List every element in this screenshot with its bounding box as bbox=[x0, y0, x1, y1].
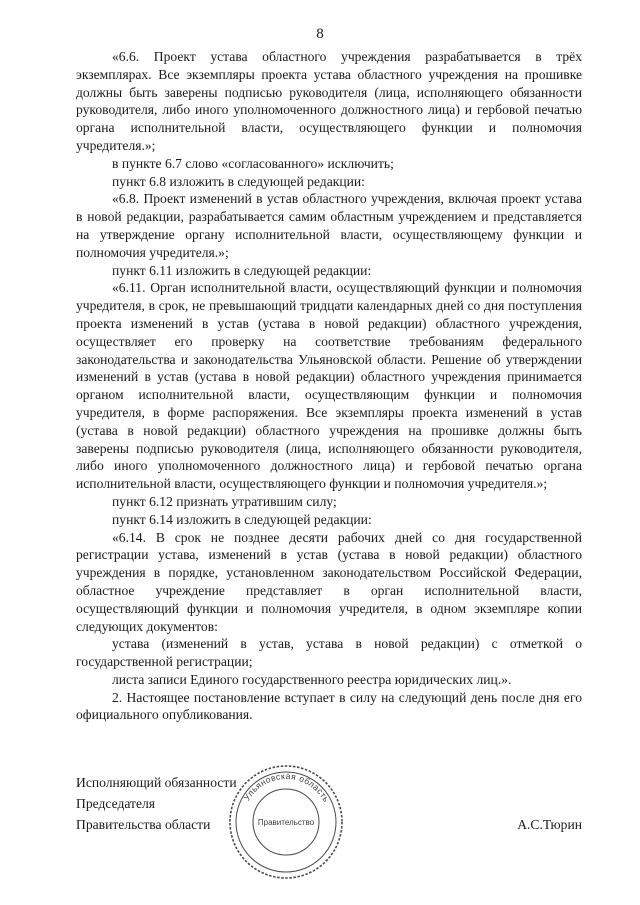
signer-title-line1: Исполняющий обязанности bbox=[76, 775, 237, 790]
paragraph-registry-sheet: листа записи Единого государственного реестра юридических лиц.». bbox=[112, 671, 512, 687]
paragraph-6-12: пункт 6.12 признать утратившим силу; bbox=[112, 493, 337, 509]
signer-title-line3: Правительства области bbox=[76, 817, 211, 832]
seal-arc-text: Ульяновская область bbox=[241, 770, 332, 804]
signature-block bbox=[76, 772, 582, 862]
paragraph-6-8-intro: пункт 6.8 изложить в следующей редакции: bbox=[112, 173, 365, 189]
seal-center-text: Правительство bbox=[257, 818, 315, 827]
paragraph-6-8: «6.8. Проект изменений в устав областного учреждения, включая проект устава в новой редакции, разрабатывается самим областным учреждением и представляется на утверждение органу исполнительной власти, осуществляющему функции и полномочия учредителя.»; bbox=[76, 191, 582, 260]
paragraph-6-14: «6.14. В срок не позднее десяти рабочих дней со дня государственной регистрации устава, изменений в устав (устава в новой редакции) областного учреждения в порядке, установленном законодательством Российской Федерации, областное учреждение представляет в орган исполнительной власти, осуществляющий функции и полномочия учредителя, в одном экземпляре копии следующих документов: bbox=[76, 529, 582, 634]
paragraph-6-7: в пункте 6.7 слово «согласованного» исключить; bbox=[112, 155, 394, 171]
paragraph-effective-date: 2. Настоящее постановление вступает в силу на следующий день после дня его официального опубликования. bbox=[76, 689, 582, 723]
page-number: 8 bbox=[316, 26, 324, 42]
paragraph-6-11-intro: пункт 6.11 изложить в следующей редакции: bbox=[112, 262, 372, 278]
paragraph-6-6: «6.6. Проект устава областного учреждения разрабатывается в трёх экземплярах. Все экземпляры проекта устава областного учреждения на прошивке должны быть заверены подписью руководителя (лица, исполняющего обязанности руководителя, либо иного уполномоченного должностного лица) и гербовой печатью органа исполнительной власти, осуществляющего функции и полномочия учредителя.»; bbox=[76, 49, 582, 153]
signer-name: А.С.Тюрин bbox=[517, 817, 582, 832]
paragraph-6-11: «6.11. Орган исполнительной власти, осуществляющий функции и полномочия учредителя, в срок, не превышающий тридцати календарных дней со дня поступления проекта изменений в устав (устава в новой редакции) областного учреждения, осуществляет его проверку на соответствие требованиям федерального законодательства и законодательства Ульяновской области. Решение об утверждении изменений в устав (устава в новой редакции) областного учреждения принимается органом исполнительной власти, осуществляющим функции и полномочия учредителя, в форме распоряжения. Все экземпляры проекта изменений в устав (устава в новой редакции) областного учреждения на прошивке должны быть заверены подписью руководителя (лица, исполняющего обязанности руководителя, либо иного уполномоченного должностного лица) и гербовой печатью органа исполнительной власти, осуществляющего функции и полномочия учредителя.»; bbox=[76, 280, 582, 492]
document-body bbox=[76, 48, 582, 724]
signer-title-line2: Председателя bbox=[76, 796, 156, 811]
paragraph-charter-copy: устава (изменений в устав, устава в новой редакции) с отметкой о государственной регистрации; bbox=[76, 636, 582, 670]
paragraph-6-14-intro: пункт 6.14 изложить в следующей редакции: bbox=[112, 511, 372, 527]
official-seal-icon bbox=[226, 762, 346, 882]
